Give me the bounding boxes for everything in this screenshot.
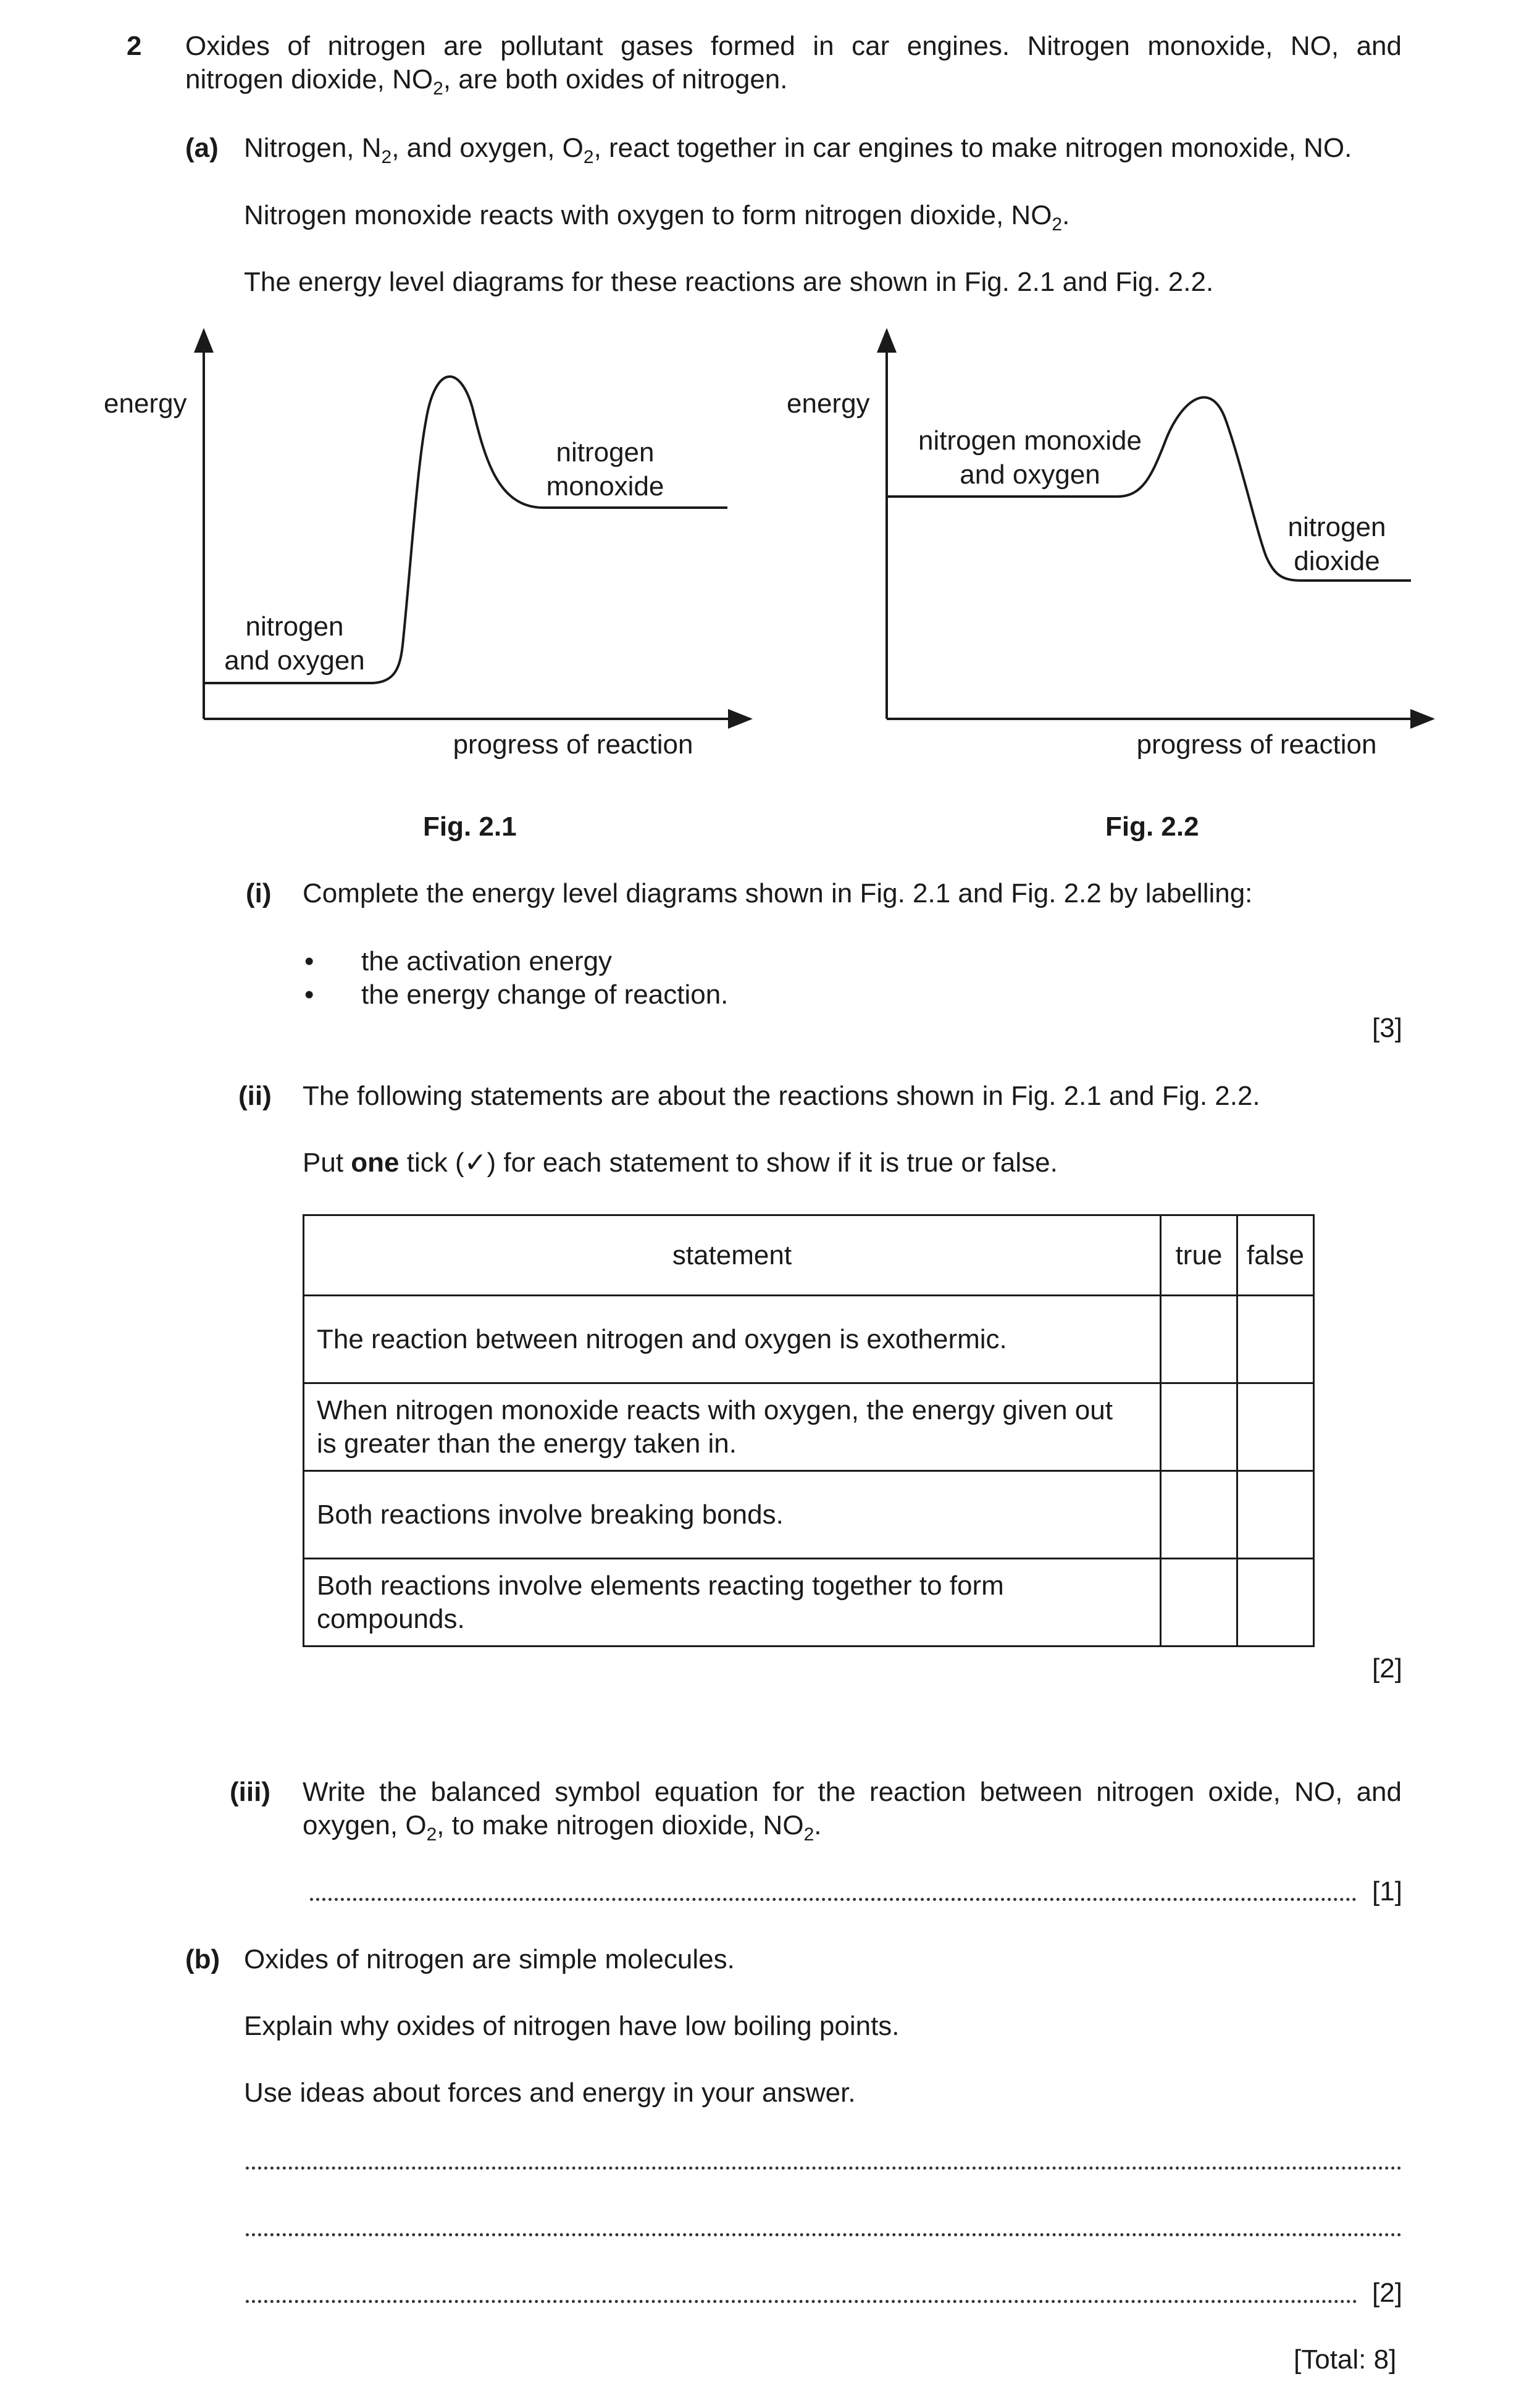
- statement-3: Both reactions involve breaking bonds.: [304, 1471, 1161, 1559]
- tick-box-false-1[interactable]: [1237, 1296, 1314, 1383]
- part-ii-label: (ii): [238, 1081, 272, 1111]
- bullet-dot: •: [304, 980, 314, 1010]
- part-b-label: (b): [185, 1944, 220, 1974]
- part-i-marks: [3]: [1372, 1013, 1402, 1043]
- answer-line-b-1[interactable]: [246, 2167, 1402, 2170]
- part-ii-marks: [2]: [1372, 1653, 1402, 1684]
- part-ii-text: The following statements are about the reactions shown in Fig. 2.1 and Fig. 2.2.: [303, 1081, 1260, 1111]
- total-marks: [Total: 8]: [1294, 2344, 1397, 2375]
- fig2-caption: Fig. 2.2: [1105, 812, 1199, 842]
- answer-line-b-3[interactable]: [246, 2300, 1357, 2303]
- tick-box-true-4[interactable]: [1161, 1559, 1237, 1647]
- fig2-y-label: energy: [787, 388, 870, 419]
- fig2-product-label-2: dioxide: [1294, 546, 1380, 576]
- fig1-caption: Fig. 2.1: [423, 812, 517, 842]
- answer-line-b-2[interactable]: [246, 2233, 1402, 2236]
- tick-box-false-4[interactable]: [1237, 1559, 1314, 1647]
- tick-box-false-3[interactable]: [1237, 1471, 1314, 1559]
- part-i-text: Complete the energy level diagrams shown in Fig. 2.1 and Fig. 2.2 by labelling:: [303, 878, 1253, 908]
- part-a-line1: Nitrogen, $N_2$, and oxygen, $O_2$, react together in car engines to make nitrogen monoxide, NO.: [244, 133, 1352, 167]
- statement-1: The reaction between nitrogen and oxygen is exothermic.: [304, 1296, 1161, 1383]
- table-row: [304, 1296, 1314, 1383]
- fig2-reactant-label-1: nitrogen monoxide: [918, 426, 1142, 456]
- part-b-line1: Oxides of nitrogen are simple molecules.: [244, 1944, 735, 1974]
- fig1-reactant-label-2: and oxygen: [224, 645, 365, 676]
- tick-box-false-2[interactable]: [1237, 1383, 1314, 1471]
- table-row: [304, 1471, 1314, 1559]
- part-b-marks: [2]: [1372, 2278, 1402, 2308]
- fig1-reactant-label-1: nitrogen: [245, 611, 344, 642]
- tick-box-true-1[interactable]: [1161, 1296, 1237, 1383]
- fig1-product-label-2: monoxide: [546, 471, 664, 501]
- fig2-reactant-label-2: and oxygen: [960, 459, 1100, 490]
- fig-2-2: [787, 330, 1433, 760]
- header-statement: statement: [304, 1215, 1161, 1296]
- part-a-line2: Nitrogen monoxide reacts with oxygen to form nitrogen dioxide, $NO_2$.: [244, 200, 1070, 235]
- part-i-bullet-2: the energy change of reaction.: [361, 980, 729, 1010]
- fig1-product-label-1: nitrogen: [556, 437, 655, 468]
- header-true: true: [1161, 1215, 1237, 1296]
- table-row: [304, 1559, 1314, 1647]
- question-number: 2: [127, 31, 142, 61]
- part-a-line3: The energy level diagrams for these reactions are shown in Fig. 2.1 and Fig. 2.2.: [244, 267, 1214, 297]
- table-row: [304, 1383, 1314, 1471]
- table-header-row: [304, 1215, 1314, 1296]
- fig-2-1: [104, 330, 750, 760]
- part-b-line2: Explain why oxides of nitrogen have low boiling points.: [244, 2011, 900, 2041]
- fig1-y-label: energy: [104, 388, 187, 419]
- part-a-label: (a): [185, 133, 219, 163]
- statement-4: Both reactions involve elements reacting together to form compounds.: [304, 1559, 1161, 1647]
- part-i-label: (i): [246, 878, 272, 908]
- part-i-bullet-1: the activation energy: [361, 946, 613, 976]
- part-iii-marks: [1]: [1372, 1876, 1402, 1907]
- part-iii-line2: oxygen, $O_2$, to make nitrogen dioxide, $NO_2$.: [303, 1810, 822, 1845]
- fig2-product-label-1: nitrogen: [1287, 512, 1386, 542]
- part-iii-line1: Write the balanced symbol equation for the reaction between nitrogen oxide, NO, and: [303, 1777, 1402, 1807]
- tick-box-true-3[interactable]: [1161, 1471, 1237, 1559]
- fig2-x-label: progress of reaction: [1136, 729, 1377, 760]
- fig1-x-label: progress of reaction: [453, 729, 693, 760]
- question-intro-line2: nitrogen dioxide, $NO_2$, are both oxides of nitrogen.: [185, 64, 788, 99]
- bullet-dot: •: [304, 946, 314, 976]
- part-iii-label: (iii): [230, 1777, 270, 1807]
- energy-diagrams: [0, 0, 1532, 865]
- question-intro-line1: Oxides of nitrogen are pollutant gases formed in car engines. Nitrogen monoxide, NO, and: [185, 31, 1402, 61]
- part-b-line3: Use ideas about forces and energy in your answer.: [244, 2078, 856, 2108]
- header-false: false: [1237, 1215, 1314, 1296]
- tick-box-true-2[interactable]: [1161, 1383, 1237, 1471]
- statements-table: [303, 1214, 1315, 1647]
- statement-2: When nitrogen monoxide reacts with oxygen, the energy given out is greater than the energy taken in.: [304, 1383, 1161, 1471]
- answer-line-iii[interactable]: [310, 1898, 1357, 1901]
- part-ii-instruction: Put one tick (✓) for each statement to show if it is true or false.: [303, 1147, 1058, 1178]
